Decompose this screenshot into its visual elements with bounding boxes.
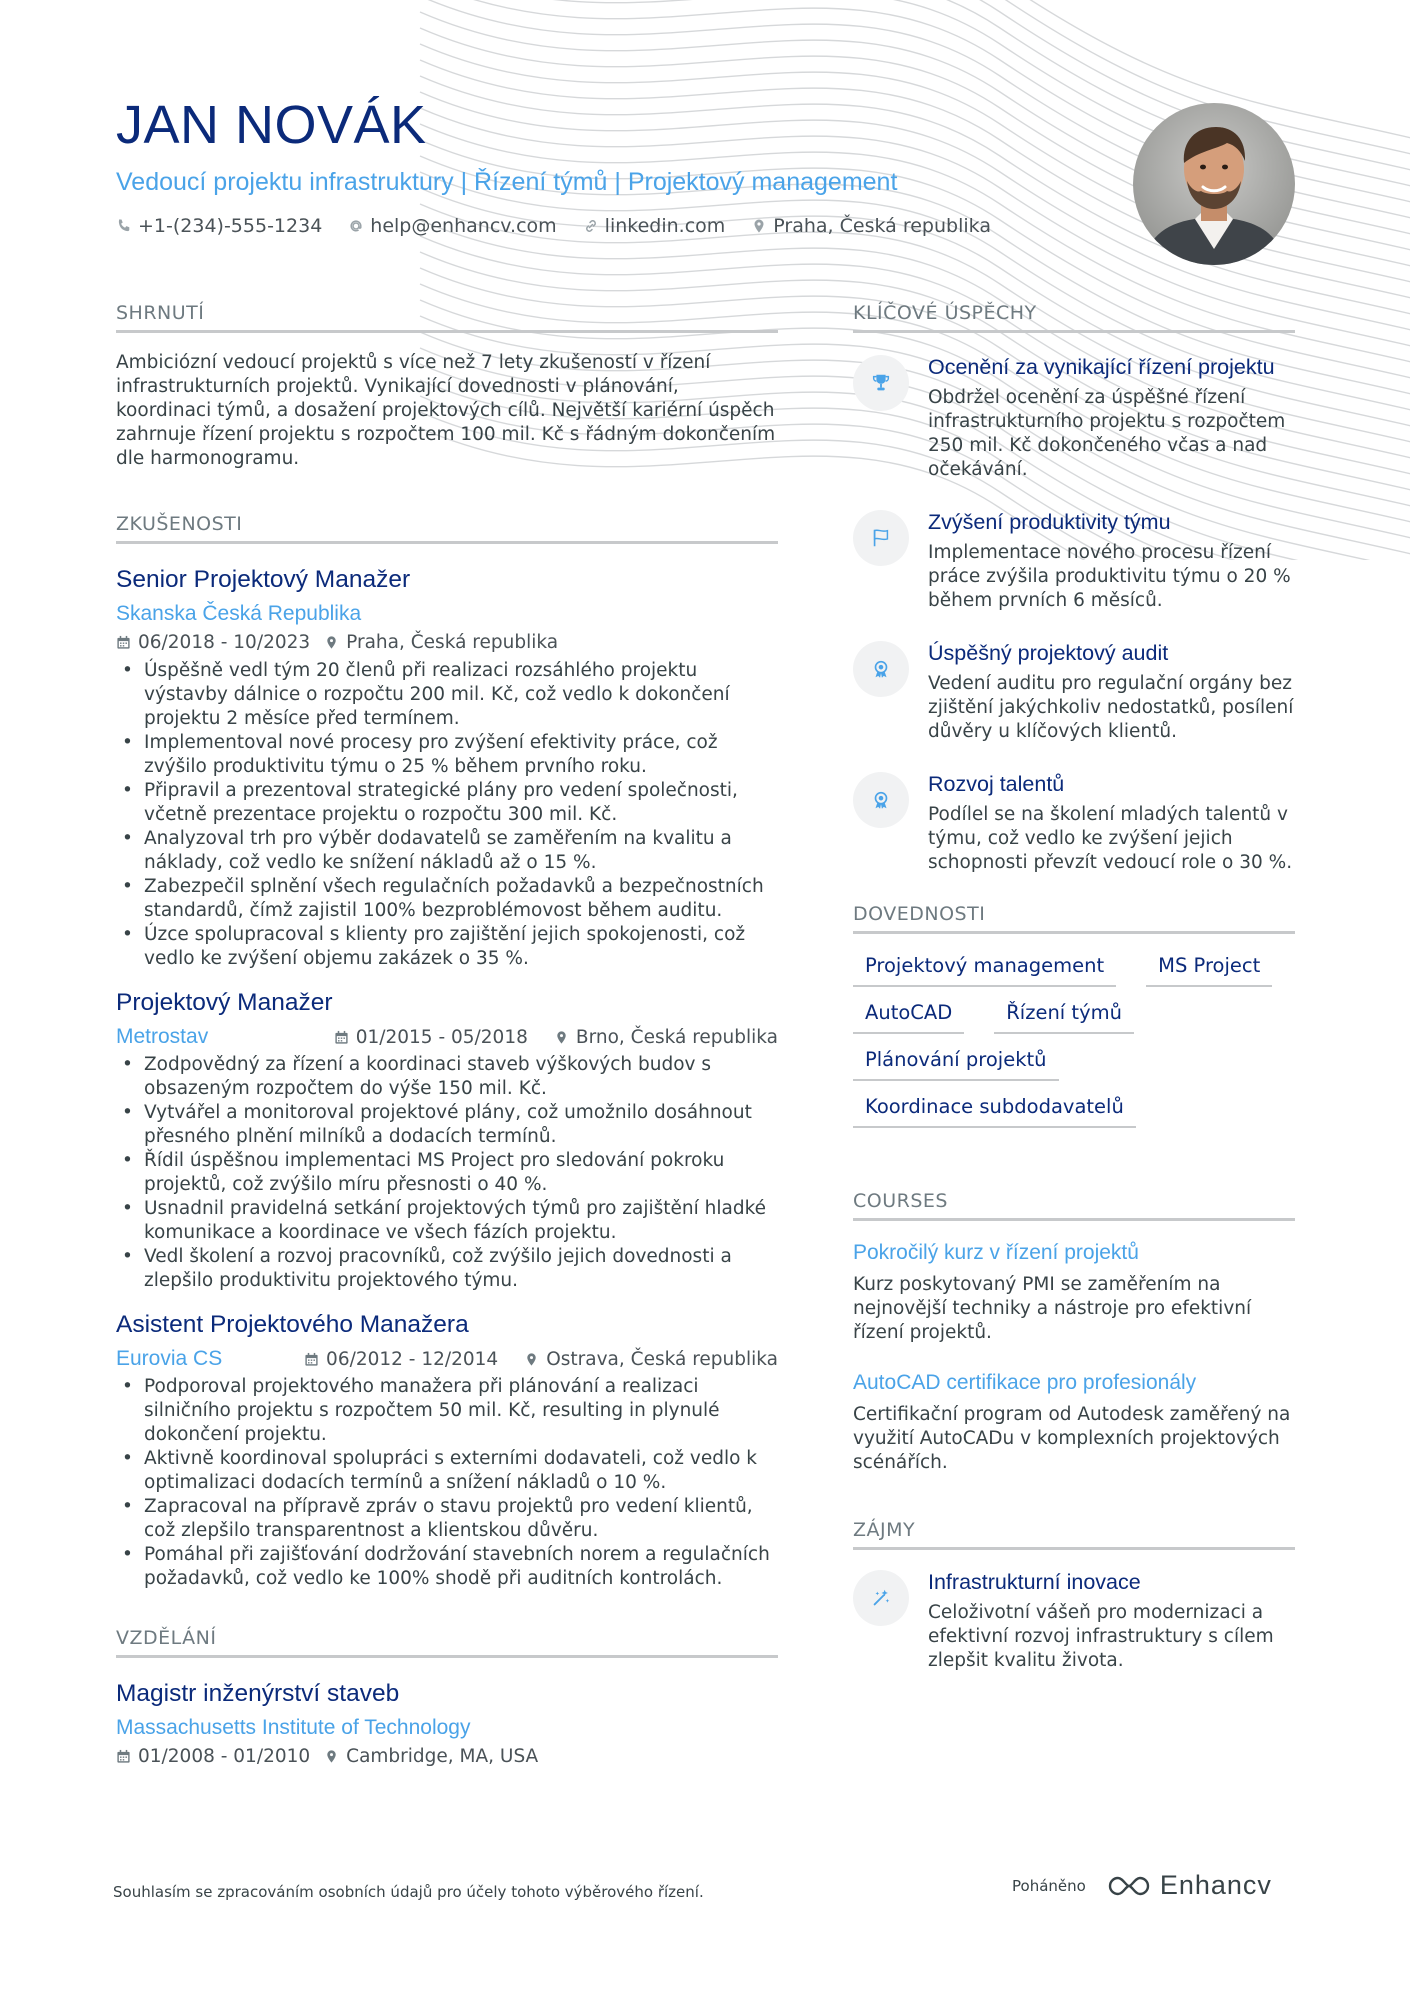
- course-item: [853, 1241, 1295, 1345]
- education-heading: VZDĚLÁNÍ: [116, 1627, 778, 1658]
- trophy-icon: [870, 372, 892, 394]
- job-location: Brno, Česká republika: [575, 1026, 778, 1048]
- bullet-item: • Podporoval projektového manažera při plánování a realizaci silničního projektu s rozpočtem 50 mil. Kč, resulting in plynulé dokončení projektu.: [144, 1375, 778, 1447]
- skill-tag: MS Project: [1146, 954, 1272, 987]
- skill-tag: Řízení týmů: [994, 1001, 1134, 1034]
- company-name: Skanska Česká Republika: [116, 602, 362, 625]
- achievement-item: [853, 510, 1295, 613]
- bullet-item: • Analyzoval trh pro výběr dodavatelů se zaměřením na kvalitu a náklady, což vedlo ke snížení nákladů až o 15 %.: [144, 827, 778, 875]
- course-title: AutoCAD certifikace pro profesionály: [853, 1371, 1197, 1394]
- bullet-item: • Usnadnil pravidelná setkání projektových týmů pro zajištění hladké komunikace a koordinace ve všech fázích projektu.: [144, 1197, 778, 1245]
- contact-email[interactable]: [348, 215, 556, 237]
- achievement-title: Úspěšný projektový audit: [928, 641, 1169, 665]
- bullet-item: • Zodpovědný za řízení a koordinaci staveb výškových budov s obsazeným rozpočtem do výše 150 mil. Kč.: [144, 1053, 778, 1101]
- interest-item: [853, 1570, 1295, 1673]
- experience-section: [116, 513, 778, 1591]
- achievement-item: [853, 355, 1295, 482]
- experience-heading: ZKUŠENOSTI: [116, 513, 778, 544]
- job-title: Senior Projektový Manažer: [116, 566, 411, 593]
- job-dates: 06/2012 - 12/2014: [326, 1348, 499, 1370]
- location-text: Praha, Česká republika: [773, 215, 991, 237]
- linkedin-text: linkedin.com: [604, 215, 726, 237]
- location-pin-icon: [524, 1352, 539, 1367]
- education-meta: [116, 1746, 778, 1767]
- achievement-item: [853, 641, 1295, 744]
- resume-header: [116, 95, 1116, 237]
- interest-title: Infrastrukturní inovace: [928, 1570, 1141, 1594]
- summary-heading: SHRNUTÍ: [116, 302, 778, 333]
- course-item: [853, 1371, 1295, 1475]
- course-desc: Certifikační program od Autodesk zaměřený na využití AutoCADu v komplexních projektových scénářích.: [853, 1404, 1291, 1473]
- job-location: Praha, Česká republika: [346, 632, 559, 653]
- job-meta: [116, 1347, 778, 1371]
- candidate-name: JAN NOVÁK: [116, 95, 427, 155]
- job-entry: [116, 566, 778, 971]
- bullet-item: • Vedl školení a rozvoj pracovníků, což zvýšilo jejich dovednosti a zlepšilo produktivitu projektového týmu.: [144, 1245, 778, 1293]
- job-bullets: [116, 1053, 778, 1293]
- achievements-heading: KLÍČOVÉ ÚSPĚCHY: [853, 302, 1295, 333]
- calendar-icon: [334, 1030, 349, 1045]
- job-bullets: [116, 1375, 778, 1591]
- achievement-desc: Obdržel ocenění za úspěšné řízení infrastrukturního projektu s rozpočtem 250 mil. Kč dokončeného včas a nad očekávání.: [928, 387, 1286, 480]
- job-title: Asistent Projektového Manažera: [116, 1311, 469, 1338]
- powered-by[interactable]: [1012, 1870, 1272, 1901]
- skill-tag: AutoCAD: [853, 1001, 964, 1034]
- interests-heading: ZÁJMY: [853, 1519, 1295, 1550]
- bullet-item: • Úspěšně vedl tým 20 členů při realizaci rozsáhlého projektu výstavby dálnice o rozpočtu 200 mil. Kč, což vedlo k dokončení projektu 2 měsíce před termínem.: [144, 659, 778, 731]
- contact-row: [116, 215, 1116, 237]
- bullet-item: • Úzce spolupracoval s klienty pro zajištění jejich spokojenosti, což vedlo ke zvýšení objemu zakázek o 35 %.: [144, 923, 778, 971]
- company-name: Eurovia CS: [116, 1347, 223, 1370]
- bullet-item: • Zabezpečil splnění všech regulačních požadavků a bezpečnostních standardů, čímž zajistil 100% bezproblémovost během auditu.: [144, 875, 778, 923]
- job-entry: [116, 1311, 778, 1591]
- education-dates: 01/2008 - 01/2010: [138, 1746, 311, 1767]
- courses-heading: COURSES: [853, 1190, 1295, 1221]
- achievement-title: Zvýšení produktivity týmu: [928, 510, 1171, 534]
- skills-section: [853, 903, 1295, 1128]
- contact-phone[interactable]: [116, 215, 322, 237]
- achievement-desc: Podílel se na školení mladých talentů v týmu, což vedlo ke zvýšení jejich schopnosti převzít vedoucí role o 30 %.: [928, 804, 1293, 873]
- interests-section: [853, 1519, 1295, 1673]
- bullet-item: • Vytvářel a monitoroval projektové plány, což umožnilo dosáhnout přesného plnění milníků a dodacích termínů.: [144, 1101, 778, 1149]
- at-icon: [348, 218, 364, 234]
- education-section: [116, 1627, 778, 1767]
- interest-desc: Celoživotní vášeň pro modernizaci a efektivní rozvoj infrastruktury s cílem zlepšit kvalitu života.: [928, 1602, 1274, 1671]
- medal-icon: [870, 658, 892, 680]
- phone-icon: [116, 218, 132, 234]
- summary-text: Ambiciózní vedoucí projektů s více než 7 lety zkušeností v řízení infrastrukturních projektů. Vynikající dovednosti v plánování, koordinaci týmů, a dosažení projektových cílů. Největší kariérní úspěch zahrnuje řízení projektu s rozpočtem 100 mil. Kč s řádným dokončením dle harmonogramu.: [116, 352, 776, 469]
- calendar-icon: [304, 1352, 319, 1367]
- location-pin-icon: [751, 218, 767, 234]
- flag-icon: [870, 527, 892, 549]
- link-icon: [583, 218, 599, 234]
- location-pin-icon: [324, 1749, 339, 1764]
- consent-footer: Souhlasím se zpracováním osobních údajů pro účely tohoto výběrového řízení.: [113, 1883, 704, 1901]
- job-location: Ostrava, Česká republika: [546, 1348, 778, 1370]
- achievements-section: [853, 302, 1295, 875]
- powered-label: Poháněno: [1012, 1876, 1086, 1895]
- job-meta: [116, 632, 778, 653]
- skill-tag: Koordinace subdodavatelů: [853, 1095, 1136, 1128]
- bullet-item: • Pomáhal při zajišťování dodržování stavebních norem a regulačních požadavků, což vedlo ke 100% shodě při auditních kontrolách.: [144, 1543, 778, 1591]
- phone-text: +1-(234)-555-1234: [138, 215, 323, 237]
- job-meta: [116, 1025, 778, 1049]
- bullet-item: • Aktivně koordinoval spolupráci s externími dodavateli, což vedlo k optimalizaci dodacích termínů a snížení nákladů o 10 %.: [144, 1447, 778, 1495]
- contact-linkedin[interactable]: [583, 215, 726, 237]
- right-column: [853, 302, 1295, 1701]
- achievement-title: Ocenění za vynikající řízení projektu: [928, 355, 1275, 379]
- contact-location: [751, 215, 991, 237]
- profile-photo: [1133, 103, 1295, 265]
- degree-title: Magistr inženýrství staveb: [116, 1680, 400, 1707]
- left-column: [116, 302, 778, 1773]
- skill-tag: Plánování projektů: [853, 1048, 1059, 1081]
- achievement-desc: Implementace nového procesu řízení práce zvýšila produktivitu týmu o 20 % během prvních 6 měsíců.: [928, 542, 1291, 611]
- courses-section: [853, 1190, 1295, 1475]
- brand-logo: [1106, 1870, 1272, 1901]
- education-location: Cambridge, MA, USA: [346, 1746, 539, 1767]
- enhancv-logo-icon: [1106, 1874, 1152, 1898]
- skills-list: [853, 954, 1295, 1128]
- calendar-icon: [116, 1749, 131, 1764]
- course-title: Pokročilý kurz v řízení projektů: [853, 1241, 1139, 1264]
- medal-icon: [870, 789, 892, 811]
- skill-tag: Projektový management: [853, 954, 1116, 987]
- bullet-item: • Implementoval nové procesy pro zvýšení efektivity práce, což zvýšilo produktivitu týmu o 25 % během prvního roku.: [144, 731, 778, 779]
- job-entry: [116, 989, 778, 1293]
- company-name: Metrostav: [116, 1025, 209, 1048]
- bullet-item: • Řídil úspěšnou implementaci MS Project pro sledování pokroku projektů, což zvýšilo míru přesnosti o 40 %.: [144, 1149, 778, 1197]
- achievement-desc: Vedení auditu pro regulační orgány bez zjištění jakýchkoliv nedostatků, posílení důvěry u klíčových klientů.: [928, 673, 1294, 742]
- job-bullets: [116, 659, 778, 971]
- achievement-title: Rozvoj talentů: [928, 772, 1065, 796]
- summary-section: [116, 302, 778, 471]
- job-title: Projektový Manažer: [116, 989, 333, 1016]
- bullet-item: • Připravil a prezentoval strategické plány pro vedení společnosti, včetně prezentace projektu o rozpočtu 300 mil. Kč.: [144, 779, 778, 827]
- calendar-icon: [116, 635, 131, 650]
- location-pin-icon: [324, 635, 339, 650]
- course-desc: Kurz poskytovaný PMI se zaměřením na nejnovější techniky a nástroje pro efektivní řízení projektů.: [853, 1274, 1252, 1343]
- achievement-item: [853, 772, 1295, 875]
- candidate-title: Vedoucí projektu infrastruktury | Řízení týmů | Projektový management: [116, 168, 898, 196]
- job-dates: 06/2018 - 10/2023: [138, 632, 311, 653]
- email-text: help@enhancv.com: [370, 215, 557, 237]
- bullet-item: • Zapracoval na přípravě zpráv o stavu projektů pro vedení klientů, což zlepšilo transparentnost a klientskou důvěru.: [144, 1495, 778, 1543]
- brand-name: Enhancv: [1159, 1870, 1272, 1900]
- school-name: Massachusetts Institute of Technology: [116, 1716, 471, 1739]
- location-pin-icon: [554, 1030, 569, 1045]
- wand-icon: [870, 1587, 892, 1609]
- job-dates: 01/2015 - 05/2018: [355, 1026, 528, 1048]
- skills-heading: DOVEDNOSTI: [853, 903, 1295, 934]
